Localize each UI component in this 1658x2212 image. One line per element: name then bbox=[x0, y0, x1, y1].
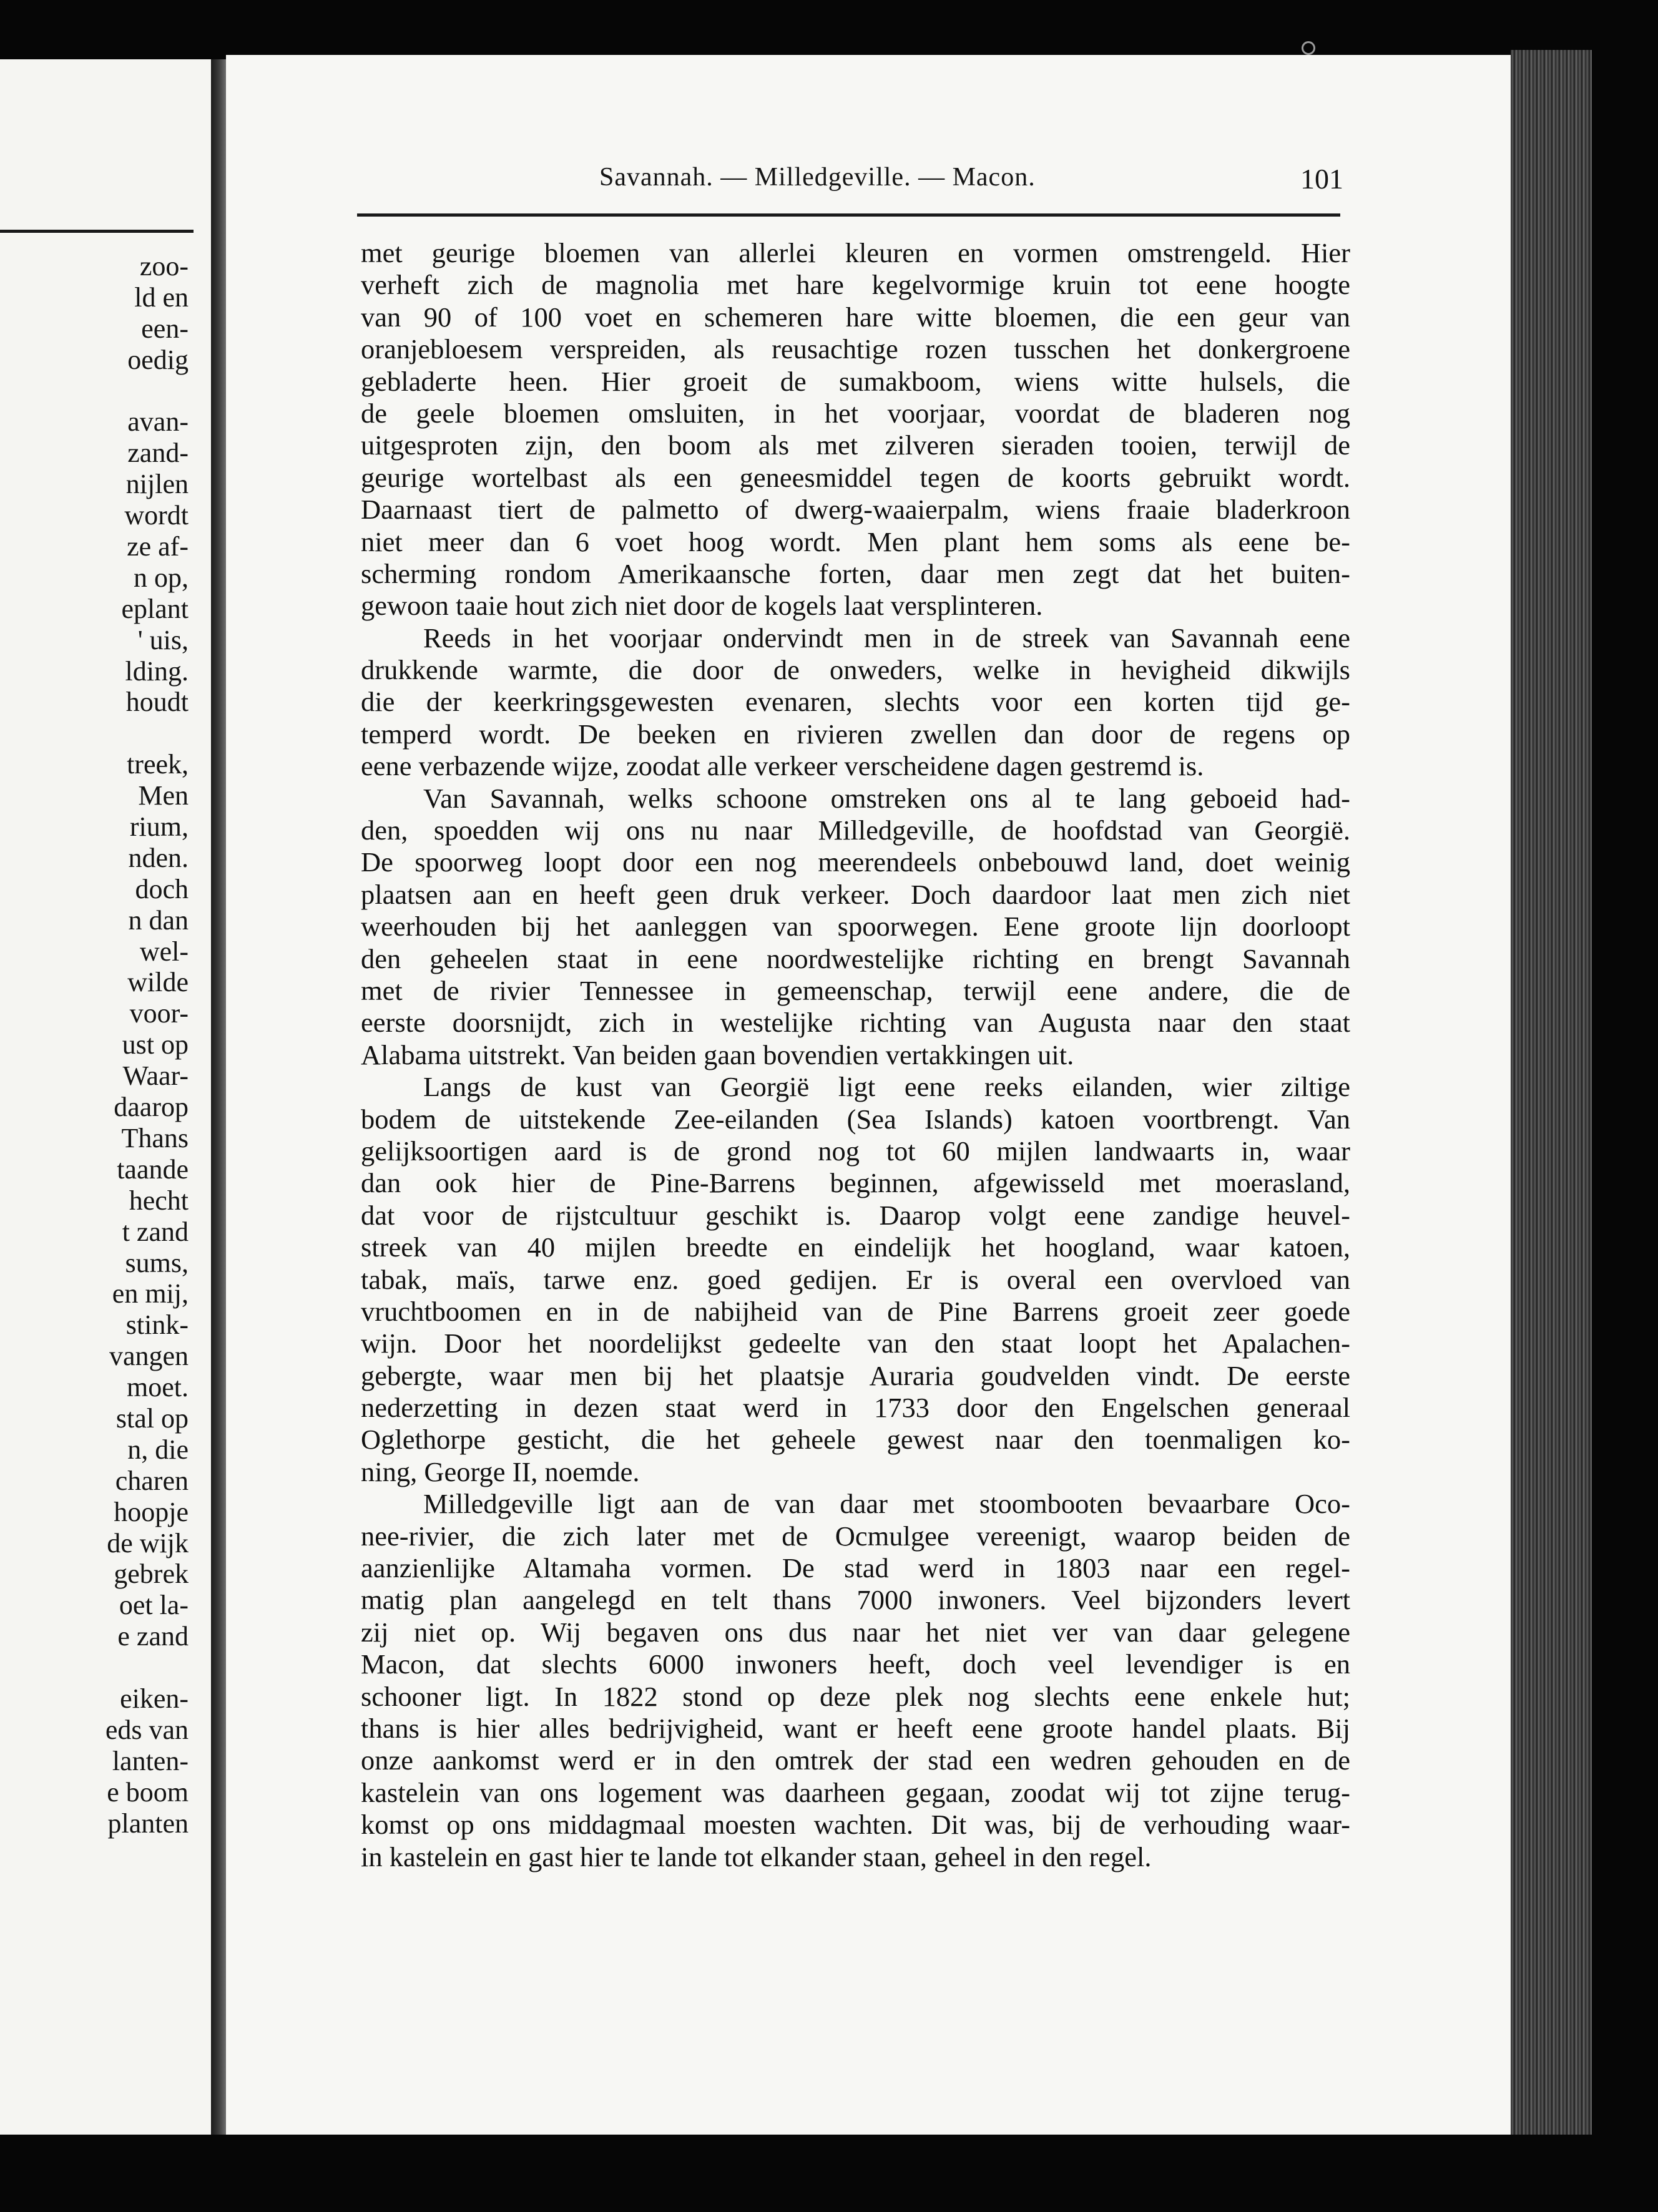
text-line: Milledgeville ligt aan de van daar met stoombooten bevaarbare Oco- bbox=[423, 1488, 1350, 1520]
text-line: matig plan aangelegd en telt thans 7000 inwoners. Veel bijzonders levert bbox=[361, 1584, 1350, 1616]
previous-page-line: stink- bbox=[125, 1309, 189, 1341]
text-line: eene verbazende wijze, zoodat alle verkeer verscheidene dagen gestremd is. bbox=[361, 750, 1204, 782]
page-number: 101 bbox=[1300, 163, 1343, 195]
text-line: De spoorweg loopt door een nog meerendeels onbebouwd land, doet weinig bbox=[361, 846, 1350, 878]
previous-page-line bbox=[1, 718, 189, 749]
previous-page-line: t zand bbox=[122, 1216, 189, 1247]
text-line: Van Savannah, welks schoone omstreken ons al te lang geboeid had- bbox=[423, 782, 1350, 814]
text-line: Reeds in het voorjaar ondervindt men in de streek van Savannah eene bbox=[423, 622, 1350, 653]
previous-page-line: e zand bbox=[117, 1621, 189, 1652]
text-line: geurige wortelbast als een geneesmiddel tegen de koorts gebruikt wordt. bbox=[361, 461, 1350, 493]
text-line: nederzetting in dezen staat werd in 1733 door den Engelschen generaal bbox=[361, 1392, 1350, 1424]
previous-page-line: taande bbox=[117, 1153, 189, 1185]
text-line: verheft zich de magnolia met hare kegelvormige kruin tot eene hoogte bbox=[361, 269, 1350, 301]
text-line: Macon, dat slechts 6000 inwoners heeft, doch veel levendiger is en bbox=[361, 1648, 1350, 1680]
text-line: Alabama uitstrekt. Van beiden gaan bovendien vertakkingen uit. bbox=[361, 1039, 1074, 1070]
text-line: kastelein van ons logement was daarheen gegaan, zoodat wij tot zijne terug- bbox=[361, 1776, 1350, 1808]
previous-page-line: vangen bbox=[109, 1341, 189, 1372]
text-line: eerste doorsnijdt, zich in westelijke richting van Augusta naar den staat bbox=[361, 1007, 1350, 1039]
previous-page-fragment bbox=[0, 59, 211, 2135]
previous-page-line: nden. bbox=[128, 842, 189, 873]
page-edges bbox=[1511, 50, 1592, 2135]
previous-page-line: lding. bbox=[125, 655, 189, 687]
previous-page-line: stal op bbox=[115, 1402, 189, 1434]
text-line: temperd wordt. De beeken en rivieren zwellen dan door de regens op bbox=[361, 718, 1350, 750]
paragraph bbox=[361, 237, 1350, 622]
previous-page-line: Thans bbox=[121, 1122, 189, 1153]
previous-page-header-rule bbox=[0, 230, 194, 233]
previous-page-line: n, die bbox=[127, 1434, 189, 1465]
text-line: wijn. Door het noordelijkst gedeelte van den staat loopt het Apalachen- bbox=[361, 1328, 1350, 1359]
body-text bbox=[361, 237, 1350, 1873]
text-line: zij niet op. Wij begaven ons dus naar het niet ver van daar gelegene bbox=[361, 1616, 1350, 1648]
previous-page-line: de wijk bbox=[107, 1527, 189, 1559]
text-line: gebergte, waar men bij het plaatsje Auraria goudvelden vindt. De eerste bbox=[361, 1359, 1350, 1391]
previous-page-line: e boom bbox=[107, 1776, 189, 1808]
previous-page-line: ust op bbox=[122, 1029, 189, 1060]
text-line: gelijksoortigen aard is de grond nog tot 60 mijlen landwaarts in, waar bbox=[361, 1135, 1350, 1167]
previous-page-line: daarop bbox=[114, 1092, 189, 1123]
paragraph bbox=[361, 783, 1350, 1072]
text-line: onze aankomst werd er in den omtrek der stad een wedren gehouden en de bbox=[361, 1745, 1350, 1776]
previous-page-line: planten bbox=[107, 1808, 189, 1839]
previous-page-line: ze af- bbox=[127, 531, 189, 562]
previous-page-line: hecht bbox=[129, 1185, 189, 1216]
previous-page-line: Men bbox=[138, 780, 189, 811]
previous-page-line: oedig bbox=[127, 344, 189, 375]
previous-page-line: moet. bbox=[127, 1372, 189, 1403]
text-line: drukkende warmte, die door de onweders, welke in hevigheid dikwijls bbox=[361, 654, 1350, 686]
running-title: Savannah. — Milledgeville. — Macon. bbox=[599, 163, 1036, 192]
text-line: thans is hier alles bedrijvigheid, want er heeft eene groote handel plaats. Bij bbox=[361, 1712, 1350, 1744]
text-line: komst op ons middagmaal moesten wachten. Dit was, bij de verhouding waar- bbox=[361, 1809, 1350, 1841]
previous-page-line: nijlen bbox=[125, 469, 189, 500]
previous-page-line: wilde bbox=[127, 967, 189, 998]
text-line: bodem de uitstekende Zee-eilanden (Sea Islands) katoen voortbrengt. Van bbox=[361, 1103, 1350, 1135]
text-line: van 90 of 100 voet en schemeren hare witte bloemen, die een geur van bbox=[361, 301, 1350, 333]
previous-page-line bbox=[1, 376, 189, 407]
text-line: plaatsen aan en heeft geen druk verkeer. Doch daardoor laat men zich niet bbox=[361, 878, 1350, 910]
page-header bbox=[362, 162, 1343, 212]
text-line: streek van 40 mijlen breedte en eindelijk het hoogland, waar katoen, bbox=[361, 1231, 1350, 1263]
text-line: aanzienlijke Altamaha vormen. De stad werd in 1803 naar een regel- bbox=[361, 1552, 1350, 1584]
previous-page-line: zand- bbox=[127, 438, 189, 469]
previous-page-line: n dan bbox=[128, 904, 189, 936]
previous-page-line: gebrek bbox=[114, 1559, 189, 1590]
text-line: gebladerte heen. Hier groeit de sumakboom, wiens witte hulsels, die bbox=[361, 365, 1350, 397]
text-line: Daarnaast tiert de palmetto of dwerg-waaierpalm, wiens fraaie bladerkroon bbox=[361, 494, 1350, 526]
previous-page-line: sums, bbox=[125, 1247, 189, 1278]
text-line: de geele bloemen omsluiten, in het voorjaar, voordat de bladeren nog bbox=[361, 397, 1350, 429]
text-line: met de rivier Tennessee in gemeenschap, terwijl eene andere, die de bbox=[361, 974, 1350, 1006]
header-rule bbox=[357, 213, 1340, 217]
previous-page-line: houdt bbox=[125, 687, 189, 718]
previous-page-line: eds van bbox=[105, 1714, 189, 1745]
text-line: vruchtboomen en in de nabijheid van de Pine Barrens groeit zeer goede bbox=[361, 1295, 1350, 1327]
previous-page-line: charen bbox=[115, 1465, 189, 1496]
previous-page-line: wordt bbox=[124, 500, 189, 531]
text-line: uitgesproten zijn, den boom als met zilveren sieraden tooien, terwijl de bbox=[361, 429, 1350, 461]
previous-page-text bbox=[1, 251, 189, 1839]
paragraph bbox=[361, 1488, 1350, 1873]
previous-page-line: Waar- bbox=[122, 1060, 189, 1092]
text-line: scherming rondom Amerikaansche forten, daar men zegt dat het buiten- bbox=[361, 557, 1350, 589]
text-line: Oglethorpe gesticht, die het geheele gewest naar den toenmaligen ko- bbox=[361, 1424, 1350, 1456]
text-line: oranjebloesem verspreiden, als reusachtige rozen tusschen het donkergroene bbox=[361, 333, 1350, 365]
text-line: nee-rivier, die zich later met de Ocmulgee vereenigt, waarop beiden de bbox=[361, 1520, 1350, 1552]
previous-page-line: treek, bbox=[127, 749, 189, 780]
previous-page-line: en mij, bbox=[112, 1278, 189, 1309]
text-line: den, spoedden wij ons nu naar Milledgeville, de hoofdstad van Georgië. bbox=[361, 815, 1350, 846]
text-line: in kastelein en gast hier te lande tot elkander staan, geheel in den regel. bbox=[361, 1841, 1152, 1872]
text-line: met geurige bloemen van allerlei kleuren en vormen omstrengeld. Hier bbox=[361, 237, 1350, 268]
paragraph bbox=[361, 622, 1350, 783]
paragraph bbox=[361, 1071, 1350, 1488]
previous-page-line: ' uis, bbox=[137, 624, 189, 655]
previous-page-line bbox=[1, 1652, 189, 1683]
text-line: schooner ligt. In 1822 stond op deze plek nog slechts eene enkele hut; bbox=[361, 1680, 1350, 1712]
previous-page-line: een- bbox=[141, 313, 189, 344]
previous-page-line: wel- bbox=[139, 936, 189, 967]
previous-page-line: hoopje bbox=[114, 1496, 189, 1527]
text-line: niet meer dan 6 voet hoog wordt. Men plant hem soms als eene be- bbox=[361, 526, 1350, 557]
text-line: Langs de kust van Georgië ligt eene reeks eilanden, wier ziltige bbox=[423, 1071, 1350, 1103]
text-line: gewoon taaie hout zich niet door de kogels laat versplinteren. bbox=[361, 590, 1043, 622]
previous-page-line: n op, bbox=[134, 562, 189, 593]
previous-page-line: lanten- bbox=[112, 1745, 189, 1776]
text-line: weerhouden bij het aanleggen van spoorwegen. Eene groote lijn doorloopt bbox=[361, 911, 1350, 942]
text-line: den geheelen staat in eene noordwestelijke richting en brengt Savannah bbox=[361, 942, 1350, 974]
previous-page-line: doch bbox=[135, 873, 189, 904]
scan-mark bbox=[1302, 41, 1315, 55]
previous-page-line: voor- bbox=[129, 998, 189, 1029]
previous-page-line: ld en bbox=[134, 281, 189, 313]
previous-page-line: oet la- bbox=[119, 1590, 189, 1621]
text-line: dat voor de rijstcultuur geschikt is. Daarop volgt eene zandige heuvel- bbox=[361, 1199, 1350, 1231]
text-line: die der keerkringsgewesten evenaren, slechts voor een korten tijd ge- bbox=[361, 686, 1350, 718]
previous-page-line: avan- bbox=[127, 406, 189, 438]
previous-page-line: eiken- bbox=[120, 1683, 189, 1714]
previous-page-line: eplant bbox=[121, 593, 189, 624]
text-line: dan ook hier de Pine-Barrens beginnen, afgewisseld met moerasland, bbox=[361, 1167, 1350, 1199]
previous-page-line: zoo- bbox=[139, 251, 189, 281]
text-line: ning, George II, noemde. bbox=[361, 1456, 640, 1487]
text-line: tabak, maïs, tarwe enz. goed gedijen. Er is overal een overvloed van bbox=[361, 1263, 1350, 1295]
previous-page-line: rium, bbox=[129, 811, 189, 843]
